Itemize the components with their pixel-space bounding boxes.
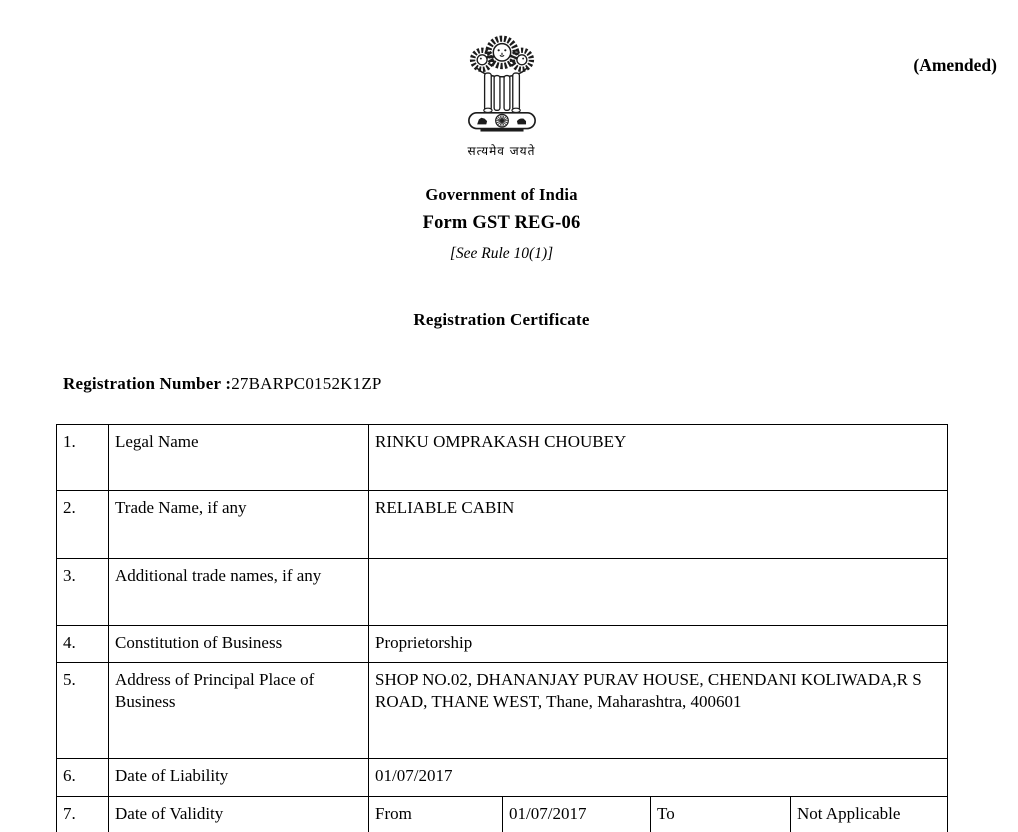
amended-note: (Amended) [913, 55, 997, 75]
row-value-cell: Proprietorship [369, 626, 948, 663]
row-number-cell: 7. [57, 797, 109, 832]
government-title: Government of India [425, 185, 578, 204]
validity-to-label-cell: To [651, 797, 791, 832]
row-label-cell: Legal Name [109, 425, 369, 491]
table-row-date-of-validity [57, 797, 948, 832]
row-label-cell: Address of Principal Place of Business [109, 663, 369, 759]
validity-from-value-cell: 01/07/2017 [503, 797, 651, 832]
emblem-block [56, 30, 947, 159]
registration-table [56, 424, 948, 832]
row-value-cell [369, 559, 948, 626]
table-row-principal-address [57, 663, 948, 759]
row-label-cell: Date of Liability [109, 759, 369, 797]
row-label-cell: Date of Validity [109, 797, 369, 832]
row-value-cell: SHOP NO.02, DHANANJAY PURAV HOUSE, CHENDANI KOLIWADA,R S ROAD, THANE WEST, Thane, Maharashtra, 400601 [369, 663, 948, 759]
form-title: Form GST REG-06 [422, 213, 581, 233]
row-value-cell: RELIABLE CABIN [369, 491, 948, 559]
rule-reference: [See Rule 10(1)] [449, 245, 554, 262]
table-row-additional-trade-names [57, 559, 948, 626]
table-row-constitution [57, 626, 948, 663]
registration-number-value: 27BARPC0152K1ZP [231, 374, 382, 393]
table-row-trade-name [57, 491, 948, 559]
registration-number-label: Registration Number : [63, 374, 232, 393]
national-emblem-icon [460, 30, 544, 136]
row-value-cell: 01/07/2017 [369, 759, 948, 797]
table-row-date-of-liability [57, 759, 948, 797]
validity-from-label-cell: From [369, 797, 503, 832]
row-number-cell: 5. [57, 663, 109, 759]
registration-number-line [63, 374, 382, 394]
certificate-title: Registration Certificate [413, 310, 590, 329]
row-number-cell: 4. [57, 626, 109, 663]
table-row-legal-name [57, 425, 948, 491]
row-value-cell: RINKU OMPRAKASH CHOUBEY [369, 425, 948, 491]
row-label-cell: Constitution of Business [109, 626, 369, 663]
emblem-motto: सत्यमेव जयते [467, 144, 536, 158]
row-number-cell: 2. [57, 491, 109, 559]
row-number-cell: 6. [57, 759, 109, 797]
row-label-cell: Trade Name, if any [109, 491, 369, 559]
row-label-cell: Additional trade names, if any [109, 559, 369, 626]
validity-to-value-cell: Not Applicable [791, 797, 948, 832]
row-number-cell: 1. [57, 425, 109, 491]
row-number-cell: 3. [57, 559, 109, 626]
